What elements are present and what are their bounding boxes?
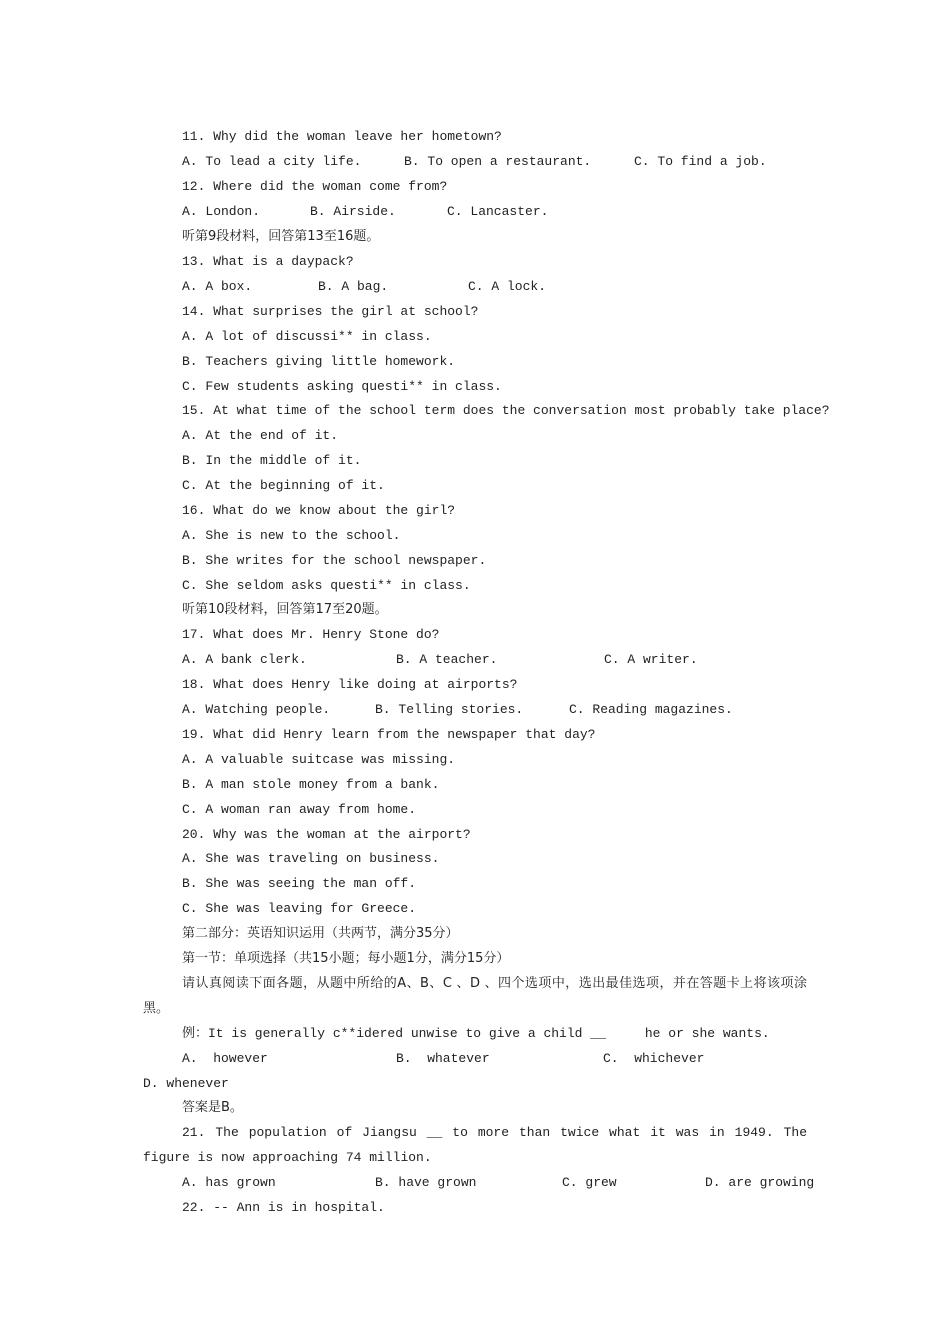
option-15b: B. In the middle of it.	[182, 453, 362, 468]
example-answer: 答案是B。	[182, 1100, 243, 1115]
part-2-heading: 第二部分：英语知识运用（共两节，满分35分）	[182, 926, 459, 941]
question-21: 21. The population of Jiangsu __ to more than twice what it was in 1949. The figure is now approaching 74 million.	[143, 1125, 807, 1165]
option-19b: B. A man stole money from a bank.	[182, 777, 440, 792]
question-14: 14. What surprises the girl at school?	[182, 304, 479, 319]
section-9-heading: 听第9段材料，回答第13至16题。	[182, 229, 380, 244]
question-19: 19. What did Henry learn from the newspaper that day?	[182, 727, 596, 742]
option-16a: A. She is new to the school.	[182, 528, 401, 543]
option-11b: B. To open a restaurant.	[404, 154, 592, 169]
option-18a: A. Watching people.	[182, 702, 331, 717]
option-15c: C. At the beginning of it.	[182, 478, 385, 493]
example-option-c: C. whichever	[603, 1051, 705, 1066]
option-19c: C. A woman ran away from home.	[182, 802, 417, 817]
option-13c: C. A lock.	[468, 279, 547, 294]
question-12: 12. Where did the woman come from?	[182, 179, 448, 194]
example-option-d: D. whenever	[143, 1076, 229, 1091]
option-14c: C. Few students asking questi** in class.	[182, 379, 502, 394]
option-21b: B. have grown	[375, 1175, 477, 1190]
option-20c: C. She was leaving for Greece.	[182, 901, 417, 916]
question-17: 17. What does Mr. Henry Stone do?	[182, 627, 440, 642]
section-1-heading: 第一节：单项选择（共15小题；每小题1分，满分15分）	[182, 951, 510, 966]
option-21c: C. grew	[562, 1175, 617, 1190]
option-17b: B. A teacher.	[396, 652, 498, 667]
option-16b: B. She writes for the school newspaper.	[182, 553, 487, 568]
option-12a: A. London.	[182, 204, 261, 219]
option-13b: B. A bag.	[318, 279, 389, 294]
option-17c: C. A writer.	[604, 652, 698, 667]
section-10-heading: 听第10段材料，回答第17至20题。	[182, 602, 388, 617]
example-option-a: A. however	[182, 1051, 268, 1066]
option-18b: B. Telling stories.	[375, 702, 524, 717]
option-20a: A. She was traveling on business.	[182, 851, 440, 866]
option-13a: A. A box.	[182, 279, 253, 294]
option-19a: A. A valuable suitcase was missing.	[182, 752, 456, 767]
option-11c: C. To find a job.	[634, 154, 767, 169]
question-18: 18. What does Henry like doing at airports?	[182, 677, 518, 692]
option-21a: A. has grown	[182, 1175, 276, 1190]
example-option-b: B. whatever	[396, 1051, 490, 1066]
question-20: 20. Why was the woman at the airport?	[182, 827, 471, 842]
option-14b: B. Teachers giving little homework.	[182, 354, 456, 369]
question-15: 15. At what time of the school term does the conversation most probably take place?	[182, 403, 830, 418]
option-17a: A. A bank clerk.	[182, 652, 307, 667]
question-11: 11. Why did the woman leave her hometown?	[182, 129, 502, 144]
question-22: 22. -- Ann is in hospital.	[182, 1200, 385, 1215]
option-20b: B. She was seeing the man off.	[182, 876, 417, 891]
option-16c: C. She seldom asks questi** in class.	[182, 578, 471, 593]
option-11a: A. To lead a city life.	[182, 154, 362, 169]
instructions: 请认真阅读下面各题，从题中所给的A、B、C 、D 、四个选项中，选出最佳选项，并在答题卡上将该项涂黑。	[143, 976, 807, 1016]
example-question: 例：It is generally c**idered unwise to give a child __ he or she wants.	[182, 1026, 770, 1041]
question-16: 16. What do we know about the girl?	[182, 503, 456, 518]
option-21d: D. are growing	[705, 1175, 815, 1190]
option-14a: A. A lot of discussi** in class.	[182, 329, 432, 344]
question-13: 13. What is a daypack?	[182, 254, 354, 269]
option-12b: B. Airside.	[310, 204, 396, 219]
option-12c: C. Lancaster.	[447, 204, 549, 219]
option-18c: C. Reading magazines.	[569, 702, 733, 717]
option-15a: A. At the end of it.	[182, 428, 339, 443]
